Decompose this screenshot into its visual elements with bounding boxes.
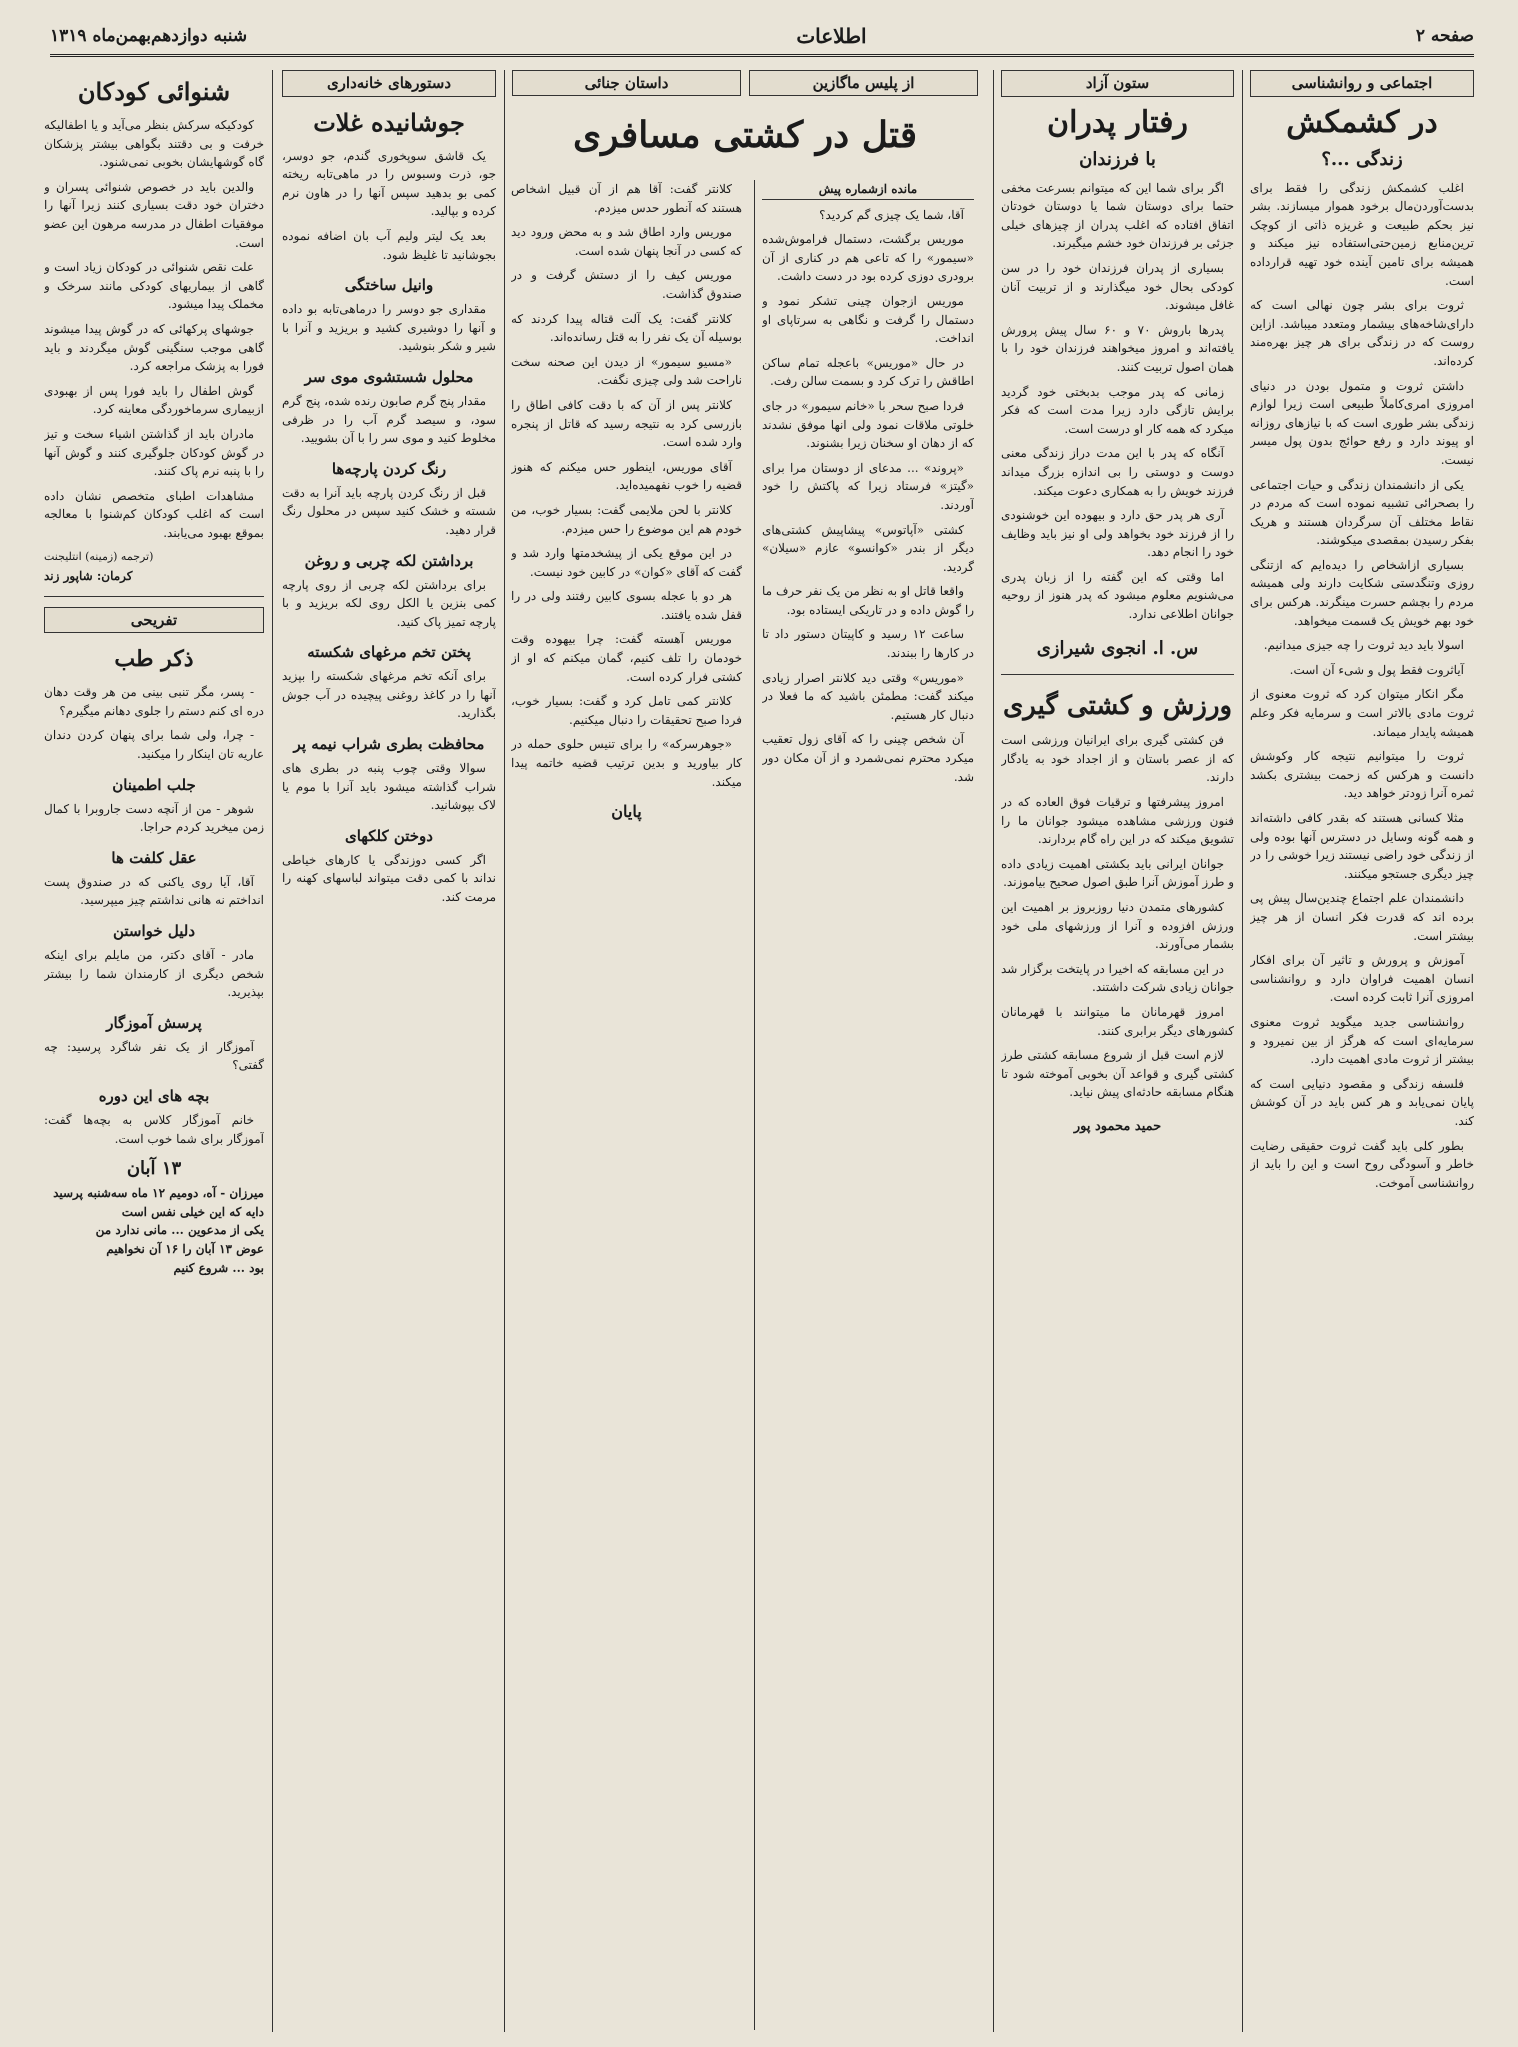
column-divider: [504, 70, 505, 2032]
article-headline: در کشمکش: [1286, 104, 1438, 140]
paragraph: «جوهرسرکه» را برای تنیس حلوی حمله در کار بیاورید و بدین ترتیب قضیه خاتمه پیدا میکند.: [511, 737, 742, 789]
paragraph: کشورهای متمدن دنیا روزبروز بر اهمیت این ورزش افزوده و آنرا از ورزشهای ملی خود بشمار می‌آورند.: [1001, 900, 1234, 952]
section-kicker: داستان جنائی: [512, 70, 741, 96]
paragraph: در این مسابقه که اخیرا در پایتخت برگزار شد جوانان زیادی شرکت داشتند.: [1001, 961, 1234, 995]
paragraph: برای آنکه تخم مرغهای شکسته را بپزید آنها را در کاغذ روغنی پیچیده در آب جوش بگذارید.: [282, 669, 496, 721]
article-body: [1001, 731, 1234, 1102]
paragraph: فن کشتی گیری برای ایرانیان ورزشی است که از عصر باستان و از اجداد خود به یادگار دارند.: [1001, 733, 1234, 785]
paragraph: مثلا کسانی هستند که بقدر کافی داشته‌اند و همه‌ گونه وسایل در دسترس آنها بوده ولی از زندگی خود راضی نیستند زیرا خوشی را در چیز دیگری جستجو میکنند.: [1250, 811, 1474, 881]
tip-subhead: پختن تخم مرغهای شکسته: [307, 643, 471, 662]
tip-subhead: محلول شستشوی موی سر: [304, 367, 474, 386]
tip-subhead: رنگ کردن پارچه‌ها: [331, 459, 447, 478]
paragraph: اغلب کشمکش زندگی را فقط برای بدست‌آوردن‌مال برخود هموار میسازند. بشر نیز بحکم طبیعت و غریزه ذاتی از کوچک ترین‌منابع زمین‌حتی‌استفاده نیز میکند و همیشه برای تامین آینده خود تهیه قرارداده است.: [1250, 180, 1474, 288]
author-signature: کرمان: شاپور زند: [44, 569, 133, 584]
closing-head: ۱۳ آبان: [126, 1158, 182, 1180]
paragraph: سوالا وقتی چوب پنبه در بطری های شراب گذاشته میشود باید آنرا با موم یا لاک بپوشانید.: [282, 761, 496, 813]
crime-story-col-a: [762, 180, 974, 2030]
source-note: (ترجمه (زمینه) انتلیجنت: [44, 550, 154, 564]
paragraph: پدرها باروش ۷۰ و ۶۰ سال پیش پرورش یافته‌اند و امروز میخواهند فرزندان خود را با همان اصول تربیت کنند.: [1001, 322, 1234, 374]
closing-line: میرزان - آه، دومیم ۱۲ ماه سه‌شنبه‌ پرسید: [53, 1186, 264, 1201]
paragraph: مادران باید از گذاشتن اشیاء سخت و تیز در گوش کودکان جلوگیری کنند و گوش آنها را با پنبه نرم پاک کنند.: [44, 426, 264, 479]
closing-line: دایه که این خیلی نفس است: [121, 1204, 264, 1219]
humor-title: دلیل خواستن: [112, 922, 196, 940]
paragraph: کلانتر با لحن ملایمی گفت: بسیار خوب، من خودم هم این موضوع را حس میزدم.: [511, 502, 742, 536]
paragraph: علت نقص شنوائی در کودکان زیاد است و گاهی از بیماریهای کودکی مانند سرخک و مخملک پیدا میشود.: [44, 260, 264, 312]
issue-date: شنبه دوازدهم‌بهمن‌ماه ۱۳۱۹: [50, 26, 248, 46]
paragraph: ثروت را میتوانیم نتیجه‌ کار وکوشش دانست و هرکس که زحمت بیشتری بکشد ثمره‌ آنرا زودتر خواهد دید.: [1250, 749, 1474, 801]
paragraph: «موریس» وقتی دید کلانتر اصرار زیادی میکند گفت: مطمئن باشید که ما فعلا در دنبال کار هستیم.: [762, 670, 974, 722]
paragraph: ثروت برای بشر چون نهالی است که دارای‌شاخه‌های بیشمار ومتعدد میباشد. ازاین روست که در زندگی برای هر چیز بهره‌مند کرده‌اند.: [1250, 298, 1474, 368]
paragraph: آیاثروت فقط پول و شیء آن است.: [1289, 662, 1464, 677]
column-divider: [993, 70, 994, 2032]
paragraph: مقدار پنج گرم صابون رنده شده، پنج گرم سود، و سیصد گرم آب را در ظرفی مخلوط کنید و موی سر را با آن بشویید.: [282, 393, 496, 446]
article-body: [762, 206, 974, 787]
humor-items: [44, 683, 264, 1148]
tip-subhead: برداشتن لکه چربی و روغن: [304, 551, 474, 570]
article-subhead: زندگی ...؟: [1321, 148, 1403, 170]
article-body: [1250, 179, 1474, 1193]
closing-line: عوض ۱۳ آبان را ۱۶ آن نخواهیم: [106, 1241, 264, 1256]
paragraph: داشتن ثروت و متمول بودن در دنیای امروزی امری‌کاملاً طبیعی است‌ زیرا لوازم زندگی بشر طوری است که با نیازهای روزانه او پیوند دارد و رفع حوائج بدون پول میسر نیست.: [1250, 378, 1474, 467]
paragraph: برای برداشتن لکه چربی از روی پارچه کمی بنزین یا الکل روی لکه بریزید و با پارچه تمیز پاک کنید.: [282, 577, 496, 629]
paragraph: مشاهدات اطبای متخصص نشان داده است که اغلب کودکان کم‌شنوا با معالجه بموقع بهبود می‌یابند.: [44, 488, 264, 540]
paragraph: جوشهای پرکهائی که در گوش پیدا میشوند گاهی موجب سنگینی گوش میگردند و باید فورا به پزشک مراجعه کرد.: [44, 321, 264, 374]
paragraph: امروز پیشرفتها و ترقیات فوق العاده که در فنون ورزشی مشاهده میشود جوانان ما را تشویق میکند که در این راه گام بردارند.: [1001, 795, 1234, 847]
paragraph: گوش اطفال را باید فورا پس از بهبودی ازبیماری سرماخوردگی معاینه کرد.: [44, 383, 264, 417]
section-kicker: اجتماعی و روانشناسی: [1250, 70, 1474, 97]
paragraph: روانشناسی جدید میگوید ثروت معنوی سرمایه‌ای است‌ که هرگز از بین نمیرود و بیشتر از ثروت مادی اهمیت دارد.: [1250, 1014, 1474, 1067]
divider: [44, 596, 264, 597]
paragraph: اگر کسی دوزندگی یا کارهای خیاطی نداند با کمی دقت میتواند لباسهای کهنه را مرمت کند.: [282, 852, 496, 905]
paragraph: فلسفه زندگی و مقصود دنیایی است که پایان نمی‌یابد و هر کس باید در آن کوشش کند.: [1250, 1076, 1474, 1128]
paragraph: در این موقع یکی از پیشخدمتها وارد شد و گفت که آقای «کوان» در کابین خود نیست.: [511, 546, 742, 579]
article-body: [44, 116, 264, 542]
paragraph: «پروند» ... مدعای از دوستان مرا برای «گیتز» فرستاد زیرا که پاکتش را خود آوردند.: [762, 460, 974, 512]
article-headline-wrestling: ورزش و کشتی گیری: [1002, 691, 1233, 722]
crime-story-header: [504, 70, 986, 170]
paragraph: کشتی «آپاتوس» پیشاپیش کشتی‌های دیگر از بندر «کوانسو» عازم «سیلان» گردید.: [762, 522, 974, 574]
article-headline: ذکر طب: [114, 646, 194, 673]
paragraph: «مسیو سیمور» از دیدن این صحنه سخت ناراحت شد ولی چیزی نگفت.: [511, 354, 742, 388]
author-signature: حمید محمود پور: [1073, 1118, 1162, 1134]
article-struggle-of-life: [1250, 70, 1474, 2032]
tip-subhead: محافظت بطری شراب نیمه پر: [293, 735, 485, 754]
paragraph: بسیاری از پدران فرزندان خود را در سن کودکی بحال خود میگذارند و از تربیت آنان غافل میشوند.: [1001, 260, 1234, 313]
paragraph: مقداری جو دوسر را درماهی‌تابه بو داده و آنها را دوشیری کشید و بریزید و آنرا با شیر و شکر بنوشید.: [282, 302, 496, 354]
humor-text: - پسر، مگر تنبی بینی من هر وقت دهان دره‌ ای کنم دستم را جلوی دهانم میگیرم؟: [44, 685, 264, 718]
article-headline: شنوائی کودکان: [77, 77, 231, 106]
paragraph: آقای موریس، اینطور حس میکنم که هنوز قضیه را خوب نفهمیده‌اید.: [511, 459, 742, 493]
paragraph: دانشمندان علم اجتماع چندین‌سال پیش پی برده‌ اند که قدرت فکر انسان از هر چیز بیشتر است.: [1250, 891, 1474, 943]
paragraph: اگر برای شما این که میتوانم بسرعت مخفی حتما برای دوستان شما یا دوستان خودتان اتفاق افتاده که اغلب پدران از چیزهای خیلی جزئی بر فرزندان خود خشم میگیرند.: [1001, 180, 1234, 251]
paragraph: والدین باید در خصوص شنوائی پسران و دختران خود دقت بسیاری کنند زیرا آنها را موفقیات اطفال در مدرسه مرهون این عضو است.: [44, 179, 264, 250]
closing-line: یکی از مدعوین ... مانی ندارد من: [95, 1223, 264, 1238]
paragraph: لازم است قبل از شروع مسابقه کشتی طرز کشتی گیری و قواعد آن بخوبی آموخته شود تا هنگام مسابقه حادثه‌ای پیش نیاید.: [1001, 1048, 1234, 1100]
paragraph: اسولا باید دید ثروت را چه جیزی میدانیم.: [1263, 638, 1464, 653]
article-headline: رفتار پدران: [1047, 104, 1188, 140]
masthead: [50, 18, 1474, 57]
article-headline: قتل در کشتی مسافری: [572, 114, 918, 156]
paragraph: موریس آهسته گفت: چرا بیهوده وقت خودمان را تلف کنیم، گمان میکنم که او از کشتی فرار کرده است.: [511, 632, 742, 684]
closing-lines: [44, 1184, 264, 1277]
paragraph: واقعا قاتل او به نظر من یک نفر حرف ما را گوش داده و در تاریکی ایستاده بود.: [762, 584, 974, 617]
crime-story-col-b: [511, 180, 742, 2030]
humor-text: مادر - آقای دکتر، من مایلم برای اینکه شخص دیگری از کارمندان شما را بیشتر بپذیرید.: [44, 948, 264, 1000]
paragraph: اما وقتی که این گفته را از زبان پدری می‌شنویم معلوم میشود که پدر هنوز از روحیه جوانان اطلاعی ندارد.: [1001, 569, 1234, 622]
paragraph: بطور کلی باید گفت ثروت حقیقی رضایت خاطر و آسودگی روح است و این را باید از روانشناسی آموخت.: [1250, 1138, 1474, 1190]
paragraph: مگر انکار میتوان کرد که ثروت معنوی از ثروت مادی بالاتر است و سرمایه فکر وعلم همیشه پایدار میماند.: [1250, 687, 1474, 739]
humor-text: آموزگار از یک نفر شاگرد پرسید: چه گفتی؟: [44, 1039, 264, 1073]
paragraph: موریس برگشت، دستمال فراموش‌شده «سیمور» را که تاعی هم در کناری از آن برودری دوزی کرده بود در دست داشت.: [762, 232, 974, 284]
end-mark: پایان: [611, 802, 642, 822]
column-divider: [1242, 70, 1243, 2032]
article-headline: جوشانیده غلات: [313, 107, 465, 137]
paragraph: آری هر پدر حق دارد و بیهوده این خوشنودی را از فرزند خود بخواهد ولی او نیز باید وظایف خود را انجام دهد.: [1001, 508, 1234, 560]
paragraph: موریس کیف را از دستش گرفت و در صندوق گذاشت.: [511, 268, 742, 301]
column-divider: [272, 70, 273, 2032]
closing-line: بود ... شروع کنیم: [173, 1260, 264, 1275]
paper-name: اطلاعات: [796, 24, 867, 48]
paragraph: ساعت ۱۲ رسید و کاپیتان دستور داد تا در کارها را ببندند.: [762, 627, 974, 661]
humor-text: آقا، آیا روی یاکنی که در صندوق پست انداختم نه هانی نداشتم چیز میپرسید.: [44, 874, 264, 908]
author-signature: س. ا. انجوی شیرازی: [1036, 637, 1199, 659]
article-body: [282, 147, 496, 907]
article-child-hearing: [44, 70, 264, 2032]
humor-title: عقل کلفت ها: [111, 848, 197, 867]
humor-text: شوهر - من از آنچه دست جاروبرا با کمال زمن میخرید کردم حراجا.: [44, 801, 264, 835]
article-household-tips: [282, 70, 496, 2032]
paragraph: آنگاه که پدر با این مدت دراز زندگی معنی دوست و دوستی را بی اندازه بزرگ میداند فرزند خویش را به همکاری دعوت میکند.: [1001, 446, 1234, 498]
paragraph: زمانی که پدر موجب بدبختی خود گردید برایش تازگی دارد زیرا مدت است که فکر میکرد که همه کار او درست است.: [1001, 384, 1234, 436]
paragraph: موریس ازجوان چینی تشکر نمود و دستمال را گرفت و نگاهی به سرتاپای او انداخت.: [762, 293, 974, 346]
humor-text: - چرا، ولی شما برای پنهان کردن دندان عاریه تان اینکار را میکنید.: [44, 728, 264, 762]
paragraph: فردا صبح سحر با «خانم سیمور» در جای خلوتی ملاقات نمود ولی انها موفق نشدند که از دهان او سخنان زیرا بشنوند.: [762, 398, 974, 451]
paragraph: آن شخص چینی را که آقای زول تعقیب میکرد محترم نمی‌شمرد و از آن مکان دور شد.: [762, 732, 974, 784]
humor-text: خانم آموزگار کلاس به بچه‌ها گفت: آموزگار برای شما خوب است.: [44, 1112, 264, 1146]
humor-title: بچه های این دوره: [98, 1086, 210, 1105]
paragraph: جوانان ایرانی باید بکشتی اهمیت زیادی داده و طرز آموزش آنرا طبق اصول صحیح بیاموزند.: [1001, 856, 1234, 890]
page-number: صفحه ۲: [1415, 26, 1474, 46]
paragraph: کلانتر کمی تامل کرد و گفت: بسیار خوب، فردا صبح تحقیقات را دنبال میکنیم.: [511, 694, 742, 727]
section-kicker: ستون آزاد: [1001, 70, 1234, 97]
paragraph: بسیاری ازاشخاص را دیده‌ایم که ازتنگی روزی وتنگدستی شکایت دارند ولی همیشه مردم را بچشم حسرت مینگرند. هرکس برای خود بهم خویش یک قسمت میخواهد.: [1250, 557, 1474, 628]
article-fathers-behavior: [1001, 70, 1234, 2032]
article-body: [511, 180, 742, 791]
paragraph: آقا، شما یک چیزی گم کردید؟: [819, 207, 964, 222]
paragraph: کلانتر گفت: یک آلت قتاله پیدا کردند که بوسیله آن یک نفر را به قتل رسانده‌اند.: [511, 311, 742, 345]
paragraph: کلانتر گفت: آقا هم از آن قبیل اشخاص هستند که آنطور حدس میزدم.: [511, 182, 742, 215]
paragraph: در حال «موریس» باعجله تمام ساکن اطاقش را ترک کرد و بسمت سالن رفت.: [762, 355, 974, 389]
article-body: [1001, 179, 1234, 624]
paragraph: یکی از دانشمندان زندگی و حیات اجتماعی را بصحرائی تشبیه نموده است که مردم در نقاط مختلف آن سرگردان هستند و هریک بفکر رسیدن بمقصدی میکوشند.: [1250, 477, 1474, 548]
paragraph: کودکیکه سرکش بنظر می‌آید و یا اطفالیکه خرفت و بی دقتند بگواهی بیشتر پزشکان گاه گوشهایشان بخوبی نمی‌شنود.: [44, 118, 264, 170]
tip-subhead: وانیل ساختگی: [344, 276, 434, 295]
humor-title: پرسش آموزگار: [106, 1013, 202, 1032]
paragraph: کلانتر پس از آن که با دقت کافی اطاق را بازرسی کرد به نتیجه رسید که قاتل از پنجره وارد شده است.: [511, 397, 742, 450]
paragraph: موریس وارد اطاق شد و به محض ورود دید که کسی در آنجا پنهان شده است.: [511, 225, 742, 258]
continued-note: مانده ازشماره پیش: [762, 180, 974, 200]
section-kicker: دستورهای خانه‌داری: [282, 70, 496, 97]
paragraph: یک قاشق سوپخوری گندم، جو دوسر، جو، ذرت وسبوس را در ماهی‌تابه ریخته کمی بو بدهید سپس آنها را در هاون نرم کرده و بپالید.: [282, 148, 496, 219]
paragraph: قبل از رنگ کردن پارچه باید آنرا به دقت شسته و خشک کنید سپس در محلول رنگ قرار دهید.: [282, 485, 496, 537]
tip-subhead: دوختن کلکهای: [345, 826, 433, 845]
paragraph: بعد یک لیتر ولیم آب بان اضافه نموده بجوشانید تا غلیظ شود.: [282, 228, 496, 262]
section-kicker: تفریحی: [44, 607, 264, 634]
paragraph: امروز قهرمانان ما میتوانند با قهرمانان کشورهای دیگر برابری کنند.: [1001, 1004, 1234, 1038]
paragraph: هر دو با عجله بسوی کابین رفتند ولی در را قفل شده یافتند.: [511, 589, 742, 622]
divider: [1001, 674, 1234, 675]
paragraph: آموزش و پرورش و تاثیر آن برای افکار انسان اهمیت فراوان دارد و روانشناسی امروزی آنرا ثابت کرده است.: [1250, 953, 1474, 1005]
section-kicker: از پلیس ماگازین: [749, 70, 978, 96]
humor-title: جلب اطمینان: [112, 775, 196, 794]
article-subhead: با فرزندان: [1079, 148, 1156, 170]
column-divider: [754, 180, 755, 2030]
